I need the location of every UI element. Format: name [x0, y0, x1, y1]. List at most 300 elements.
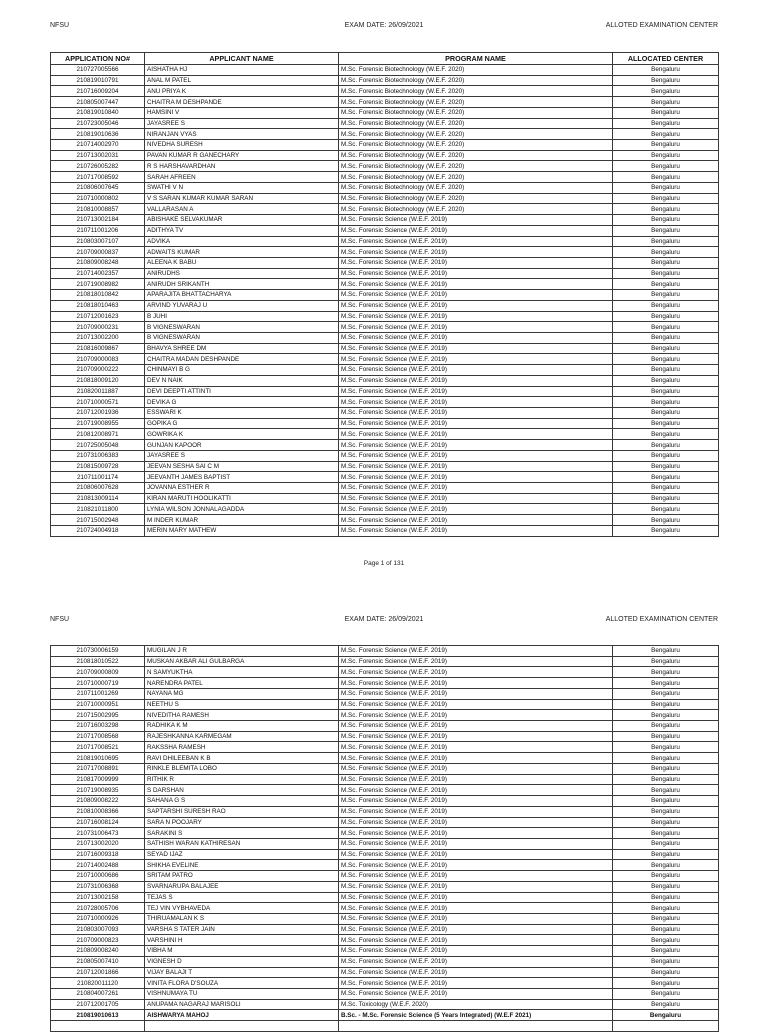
applicant-name-cell: V S SARAN KUMAR KUMAR SARAN — [145, 193, 339, 204]
applicant-name-cell: MUGILAN J R — [145, 646, 339, 657]
program-name-cell: M.Sc. Forensic Science (W.E.F. 2019) — [339, 796, 613, 807]
application-no-cell: 210709000231 — [51, 322, 145, 333]
program-name-cell: M.Sc. Forensic Biotechnology (W.E.F. 2020) — [339, 182, 613, 193]
applicant-name-cell: SVARNARUPA BALAJEE — [145, 881, 339, 892]
program-name-cell: M.Sc. Forensic Biotechnology (W.E.F. 2020) — [339, 75, 613, 86]
allocated-center-cell: Bengaluru — [613, 646, 719, 657]
applicant-name-cell: SARAKINI S — [145, 828, 339, 839]
table-row — [51, 65, 719, 76]
program-name-cell: M.Sc. Forensic Science (W.E.F. 2019) — [339, 429, 613, 440]
applicant-name-cell: NIRANJAN VYAS — [145, 129, 339, 140]
program-name-cell: M.Sc. Forensic Science (W.E.F. 2019) — [339, 721, 613, 732]
applicant-name-cell: TEJAS S — [145, 892, 339, 903]
allotment-table — [50, 52, 719, 537]
allotment-table — [50, 645, 719, 1032]
applicant-name-cell: AISHATHA HJ — [145, 65, 339, 76]
applicant-name-cell: BHAVYA SHREE DM — [145, 343, 339, 354]
applicant-name-cell: JEEVANTH JAMES BAPTIST — [145, 472, 339, 483]
allocated-center-cell: Bengaluru — [613, 871, 719, 882]
allocated-center-cell: Bengaluru — [613, 688, 719, 699]
allocated-center-cell: Bengaluru — [613, 849, 719, 860]
allocated-center-cell: Bengaluru — [613, 935, 719, 946]
table-row — [51, 118, 719, 129]
application-no-cell: 210730006159 — [51, 646, 145, 657]
header-exam-date: EXAM DATE: 26/09/2021 — [344, 616, 424, 623]
table-row — [51, 763, 719, 774]
allocated-center-cell: Bengaluru — [613, 860, 719, 871]
allocated-center-cell: Bengaluru — [613, 204, 719, 215]
application-no-cell: 210716009318 — [51, 849, 145, 860]
allocated-center-cell: Bengaluru — [613, 86, 719, 97]
application-no-cell: 210804007261 — [51, 989, 145, 1000]
table-row — [51, 688, 719, 699]
applicant-name-cell: KIRAN MARUTI HOOLIKATTI — [145, 493, 339, 504]
allocated-center-cell: Bengaluru — [613, 699, 719, 710]
applicant-name-cell: ADWAITS KUMAR — [145, 247, 339, 258]
allocated-center-cell: Bengaluru — [613, 742, 719, 753]
application-no-cell: 210709000837 — [51, 247, 145, 258]
table-row — [51, 129, 719, 140]
application-no-cell: 210711001174 — [51, 472, 145, 483]
program-name-cell: M.Sc. Forensic Science (W.E.F. 2019) — [339, 656, 613, 667]
program-name-cell: M.Sc. Forensic Science (W.E.F. 2019) — [339, 731, 613, 742]
program-name-cell: M.Sc. Forensic Biotechnology (W.E.F. 2020) — [339, 172, 613, 183]
program-name-cell: M.Sc. Forensic Science (W.E.F. 2019) — [339, 806, 613, 817]
table-row — [51, 215, 719, 226]
table-row — [51, 268, 719, 279]
application-no-cell: 210717008891 — [51, 763, 145, 774]
application-no-cell: 210731006383 — [51, 450, 145, 461]
allocated-center-cell: Bengaluru — [613, 332, 719, 343]
program-name-cell: M.Sc. Forensic Science (W.E.F. 2019) — [339, 667, 613, 678]
application-no-cell: 210714002357 — [51, 268, 145, 279]
column-header-allocated-center: ALLOCATED CENTER — [613, 53, 719, 65]
column-header-application-no: APPLICATION NO# — [51, 53, 145, 65]
table-row — [51, 903, 719, 914]
allocated-center-cell: Bengaluru — [613, 989, 719, 1000]
applicant-name-cell: VINITA FLORA D'SOUZA — [145, 978, 339, 989]
allocated-center-cell: Bengaluru — [613, 257, 719, 268]
allocated-center-cell: Bengaluru — [613, 806, 719, 817]
allocated-center-cell: Bengaluru — [613, 365, 719, 376]
table-row — [51, 860, 719, 871]
program-name-cell: M.Sc. Forensic Science (W.E.F. 2019) — [339, 763, 613, 774]
application-no-cell: 210709000222 — [51, 365, 145, 376]
table-row — [51, 817, 719, 828]
applicant-name-cell — [145, 1021, 339, 1032]
allocated-center-cell: Bengaluru — [613, 279, 719, 290]
program-name-cell: M.Sc. Forensic Science (W.E.F. 2019) — [339, 354, 613, 365]
allocated-center-cell: Bengaluru — [613, 129, 719, 140]
program-name-cell: M.Sc. Forensic Science (W.E.F. 2019) — [339, 956, 613, 967]
application-no-cell: 210714002488 — [51, 860, 145, 871]
table-row — [51, 710, 719, 721]
application-no-cell: 210712001705 — [51, 999, 145, 1010]
program-name-cell: M.Sc. Forensic Science (W.E.F. 2019) — [339, 978, 613, 989]
applicant-name-cell: VISHNUMAYA TU — [145, 989, 339, 1000]
table-row — [51, 699, 719, 710]
table-row — [51, 742, 719, 753]
application-no-cell: 210809008248 — [51, 257, 145, 268]
application-no-cell: 210810008366 — [51, 806, 145, 817]
applicant-name-cell: RITHIK R — [145, 774, 339, 785]
applicant-name-cell: LYNIA WILSON JONNALAGADDA — [145, 504, 339, 515]
application-no-cell: 210717008521 — [51, 742, 145, 753]
applicant-name-cell: CHINMAYI B G — [145, 365, 339, 376]
table-row — [51, 935, 719, 946]
applicant-name-cell: RINKLE BLEMITA LOBO — [145, 763, 339, 774]
applicant-name-cell: GOPIKA G — [145, 418, 339, 429]
table-row — [51, 279, 719, 290]
applicant-name-cell: SHIKHA EVELINE — [145, 860, 339, 871]
application-no-cell: 210818010522 — [51, 656, 145, 667]
program-name-cell: M.Sc. Forensic Science (W.E.F. 2019) — [339, 483, 613, 494]
table-row — [51, 989, 719, 1000]
application-no-cell: 210818010463 — [51, 300, 145, 311]
application-no-cell: 210809008222 — [51, 796, 145, 807]
allocated-center-cell: Bengaluru — [613, 236, 719, 247]
table-row — [51, 375, 719, 386]
program-name-cell: M.Sc. Forensic Science (W.E.F. 2019) — [339, 311, 613, 322]
table-row — [51, 236, 719, 247]
table-row — [51, 300, 719, 311]
table-row — [51, 1010, 719, 1021]
applicant-name-cell: VALLARASAN A — [145, 204, 339, 215]
table-row — [51, 999, 719, 1010]
table-row — [51, 967, 719, 978]
applicant-name-cell: SARAH AFREEN — [145, 172, 339, 183]
allocated-center-cell: Bengaluru — [613, 967, 719, 978]
applicant-name-cell: CHAITRA MADAN DESHPANDE — [145, 354, 339, 365]
program-name-cell: M.Sc. Forensic Biotechnology (W.E.F. 2020) — [339, 118, 613, 129]
program-name-cell: M.Sc. Forensic Biotechnology (W.E.F. 2020) — [339, 204, 613, 215]
table-row — [51, 408, 719, 419]
program-name-cell: M.Sc. Forensic Science (W.E.F. 2019) — [339, 472, 613, 483]
applicant-name-cell: VIJAY BALAJI T — [145, 967, 339, 978]
applicant-name-cell: SWATHI V N — [145, 182, 339, 193]
table-row — [51, 204, 719, 215]
application-no-cell: 210813009114 — [51, 493, 145, 504]
applicant-name-cell: RAJESHKANNA KARMEGAM — [145, 731, 339, 742]
program-name-cell: M.Sc. Forensic Science (W.E.F. 2019) — [339, 871, 613, 882]
allocated-center-cell: Bengaluru — [613, 268, 719, 279]
application-no-cell: 210810008857 — [51, 204, 145, 215]
applicant-name-cell: ALEENA K BABU — [145, 257, 339, 268]
allocated-center-cell: Bengaluru — [613, 150, 719, 161]
table-row — [51, 956, 719, 967]
table-row — [51, 140, 719, 151]
application-no-cell: 210731006473 — [51, 828, 145, 839]
page-header — [50, 22, 718, 34]
table-row — [51, 172, 719, 183]
table-row — [51, 656, 719, 667]
allocated-center-cell: Bengaluru — [613, 450, 719, 461]
program-name-cell: M.Sc. Forensic Science (W.E.F. 2019) — [339, 774, 613, 785]
application-no-cell: 210712001936 — [51, 408, 145, 419]
applicant-name-cell: MUSKAN AKBAR ALI GULBARGA — [145, 656, 339, 667]
application-no-cell: 210711001269 — [51, 688, 145, 699]
program-name-cell: M.Sc. Forensic Science (W.E.F. 2019) — [339, 710, 613, 721]
applicant-name-cell: JOVANNA ESTHER R — [145, 483, 339, 494]
table-row — [51, 646, 719, 657]
allocated-center-cell: Bengaluru — [613, 483, 719, 494]
program-name-cell: M.Sc. Forensic Science (W.E.F. 2019) — [339, 247, 613, 258]
applicant-name-cell: R S HARSHAVARDHAN — [145, 161, 339, 172]
program-name-cell: M.Sc. Forensic Biotechnology (W.E.F. 2020) — [339, 86, 613, 97]
program-name-cell: M.Sc. Forensic Science (W.E.F. 2019) — [339, 903, 613, 914]
application-no-cell: 210710000802 — [51, 193, 145, 204]
application-no-cell: 210710000571 — [51, 397, 145, 408]
program-name-cell: M.Sc. Forensic Science (W.E.F. 2019) — [339, 785, 613, 796]
table-row — [51, 161, 719, 172]
allocated-center-cell: Bengaluru — [613, 828, 719, 839]
applicant-name-cell: M INDER KUMAR — [145, 515, 339, 526]
application-no-cell: 210817009999 — [51, 774, 145, 785]
program-name-cell: M.Sc. Forensic Science (W.E.F. 2019) — [339, 268, 613, 279]
allocated-center-cell: Bengaluru — [613, 999, 719, 1010]
table-body — [51, 65, 719, 537]
program-name-cell: M.Sc. Forensic Science (W.E.F. 2019) — [339, 215, 613, 226]
table-row — [51, 322, 719, 333]
allocated-center-cell: Bengaluru — [613, 322, 719, 333]
applicant-name-cell: VARSHINI H — [145, 935, 339, 946]
page-header — [50, 616, 718, 628]
application-no-cell: 210719008955 — [51, 418, 145, 429]
program-name-cell: M.Sc. Forensic Science (W.E.F. 2019) — [339, 461, 613, 472]
application-no-cell: 210809008240 — [51, 946, 145, 957]
allocated-center-cell: Bengaluru — [613, 731, 719, 742]
document-page-2 — [0, 600, 768, 1024]
applicant-name-cell: SATHISH WARAN KATHIRESAN — [145, 838, 339, 849]
program-name-cell: M.Sc. Forensic Science (W.E.F. 2019) — [339, 332, 613, 343]
table-row — [51, 1021, 719, 1032]
program-name-cell: M.Sc. Forensic Science (W.E.F. 2019) — [339, 525, 613, 536]
allocated-center-cell: Bengaluru — [613, 667, 719, 678]
program-name-cell: M.Sc. Forensic Science (W.E.F. 2019) — [339, 418, 613, 429]
allocated-center-cell: Bengaluru — [613, 182, 719, 193]
column-header-applicant-name: APPLICANT NAME — [145, 53, 339, 65]
allocated-center-cell: Bengaluru — [613, 118, 719, 129]
allocated-center-cell: Bengaluru — [613, 429, 719, 440]
application-no-cell: 210711001206 — [51, 225, 145, 236]
program-name-cell: M.Sc. Forensic Science (W.E.F. 2019) — [339, 838, 613, 849]
applicant-name-cell: CHAITRA M DESHPANDE — [145, 97, 339, 108]
table-row — [51, 493, 719, 504]
application-no-cell: 210820011887 — [51, 386, 145, 397]
program-name-cell: M.Sc. Forensic Science (W.E.F. 2019) — [339, 849, 613, 860]
allocated-center-cell: Bengaluru — [613, 753, 719, 764]
program-name-cell: M.Sc. Forensic Science (W.E.F. 2019) — [339, 646, 613, 657]
application-no-cell: 210803007093 — [51, 924, 145, 935]
table-row — [51, 86, 719, 97]
allocated-center-cell: Bengaluru — [613, 65, 719, 76]
allocated-center-cell: Bengaluru — [613, 678, 719, 689]
allocated-center-cell: Bengaluru — [613, 721, 719, 732]
table-row — [51, 418, 719, 429]
table-row — [51, 440, 719, 451]
applicant-name-cell: ANUPAMA NAGARAJ MARISOLI — [145, 999, 339, 1010]
table-row — [51, 753, 719, 764]
header-right-title: ALLOTED EXAMINATION CENTER — [605, 616, 718, 623]
allocated-center-cell: Bengaluru — [613, 763, 719, 774]
table-row — [51, 247, 719, 258]
application-no-cell: 210724004918 — [51, 525, 145, 536]
table-header-row — [51, 53, 719, 65]
application-no-cell: 210712001866 — [51, 967, 145, 978]
program-name-cell: M.Sc. Forensic Science (W.E.F. 2019) — [339, 279, 613, 290]
applicant-name-cell: JEEVAN SESHA SAI C M — [145, 461, 339, 472]
allocated-center-cell: Bengaluru — [613, 817, 719, 828]
applicant-name-cell: B JUHI — [145, 311, 339, 322]
program-name-cell: M.Sc. Forensic Biotechnology (W.E.F. 2020) — [339, 140, 613, 151]
applicant-name-cell: MERIN MARY MATHEW — [145, 525, 339, 536]
table-row — [51, 828, 719, 839]
program-name-cell: M.Sc. Forensic Biotechnology (W.E.F. 2020) — [339, 97, 613, 108]
application-no-cell: 210816009867 — [51, 343, 145, 354]
applicant-name-cell: VIBHA M — [145, 946, 339, 957]
applicant-name-cell: DEV N NAIK — [145, 375, 339, 386]
allocated-center-cell: Bengaluru — [613, 881, 719, 892]
applicant-name-cell: ANAL M PATEL — [145, 75, 339, 86]
applicant-name-cell: DEVI DEEPTI ATTINTI — [145, 386, 339, 397]
allocated-center-cell: Bengaluru — [613, 311, 719, 322]
program-name-cell: M.Sc. Forensic Science (W.E.F. 2019) — [339, 753, 613, 764]
table-row — [51, 311, 719, 322]
column-header-program-name: PROGRAM NAME — [339, 53, 613, 65]
table-row — [51, 946, 719, 957]
application-no-cell: 210719008935 — [51, 785, 145, 796]
table-row — [51, 483, 719, 494]
table-body — [51, 646, 719, 1032]
application-no-cell: 210818010842 — [51, 290, 145, 301]
program-name-cell: M.Sc. Forensic Biotechnology (W.E.F. 2020) — [339, 129, 613, 140]
allocated-center-cell: Bengaluru — [613, 290, 719, 301]
allocated-center-cell: Bengaluru — [613, 440, 719, 451]
table-row — [51, 461, 719, 472]
applicant-name-cell: SAPTARSHI SURESH RAO — [145, 806, 339, 817]
application-no-cell: 210723005046 — [51, 118, 145, 129]
application-no-cell: 210806007628 — [51, 483, 145, 494]
table-row — [51, 667, 719, 678]
allocated-center-cell: Bengaluru — [613, 397, 719, 408]
table-row — [51, 472, 719, 483]
allocated-center-cell: Bengaluru — [613, 493, 719, 504]
application-no-cell: 210709000083 — [51, 354, 145, 365]
table-row — [51, 257, 719, 268]
page-footer: Page 1 of 131 — [363, 560, 405, 567]
application-no-cell: 210806007645 — [51, 182, 145, 193]
table-row — [51, 397, 719, 408]
allocated-center-cell: Bengaluru — [613, 418, 719, 429]
program-name-cell: M.Sc. Forensic Science (W.E.F. 2019) — [339, 375, 613, 386]
table-row — [51, 871, 719, 882]
applicant-name-cell: N SAMYUKTHA — [145, 667, 339, 678]
allocated-center-cell: Bengaluru — [613, 796, 719, 807]
allocated-center-cell: Bengaluru — [613, 472, 719, 483]
application-no-cell: 210712001623 — [51, 311, 145, 322]
application-no-cell: 210714002970 — [51, 140, 145, 151]
application-no-cell: 210819010791 — [51, 75, 145, 86]
application-no-cell: 210725005048 — [51, 440, 145, 451]
program-name-cell: M.Sc. Forensic Biotechnology (W.E.F. 2020) — [339, 150, 613, 161]
program-name-cell: M.Sc. Forensic Science (W.E.F. 2019) — [339, 257, 613, 268]
program-name-cell: M.Sc. Forensic Science (W.E.F. 2019) — [339, 300, 613, 311]
table-row — [51, 150, 719, 161]
allocated-center-cell: Bengaluru — [613, 978, 719, 989]
applicant-name-cell: AISHWARYA MAHOJ — [145, 1010, 339, 1021]
application-no-cell: 210713002184 — [51, 215, 145, 226]
application-no-cell: 210821011800 — [51, 504, 145, 515]
table-row — [51, 838, 719, 849]
allocated-center-cell: Bengaluru — [613, 386, 719, 397]
program-name-cell: M.Sc. Forensic Science (W.E.F. 2019) — [339, 408, 613, 419]
table-row — [51, 731, 719, 742]
allocated-center-cell: Bengaluru — [613, 1010, 719, 1021]
table-row — [51, 881, 719, 892]
program-name-cell: M.Sc. Forensic Science (W.E.F. 2019) — [339, 397, 613, 408]
applicant-name-cell: ADVIKA — [145, 236, 339, 247]
table-row — [51, 450, 719, 461]
table-row — [51, 343, 719, 354]
allocated-center-cell: Bengaluru — [613, 515, 719, 526]
program-name-cell: M.Sc. Forensic Science (W.E.F. 2019) — [339, 386, 613, 397]
application-no-cell: 210710000926 — [51, 913, 145, 924]
allocated-center-cell: Bengaluru — [613, 225, 719, 236]
application-no-cell: 210710000951 — [51, 699, 145, 710]
applicant-name-cell: ANIRUDH SRIKANTH — [145, 279, 339, 290]
allocated-center-cell: Bengaluru — [613, 247, 719, 258]
applicant-name-cell: APARAJITA BHATTACHARYA — [145, 290, 339, 301]
applicant-name-cell: NAYANA MG — [145, 688, 339, 699]
application-no-cell: 210710000719 — [51, 678, 145, 689]
applicant-name-cell: ABISHAKE SELVAKUMAR — [145, 215, 339, 226]
program-name-cell: M.Sc. Forensic Science (W.E.F. 2019) — [339, 742, 613, 753]
table-row — [51, 75, 719, 86]
table-row — [51, 785, 719, 796]
allocated-center-cell: Bengaluru — [613, 892, 719, 903]
allocated-center-cell: Bengaluru — [613, 924, 719, 935]
table-row — [51, 429, 719, 440]
program-name-cell — [339, 1021, 613, 1032]
application-no-cell: 210717008568 — [51, 731, 145, 742]
application-no-cell: 210713002031 — [51, 150, 145, 161]
table-row — [51, 290, 719, 301]
applicant-name-cell: GUNJAN KAPOOR — [145, 440, 339, 451]
allocated-center-cell: Bengaluru — [613, 913, 719, 924]
applicant-name-cell: NIVEDHA SURESH — [145, 140, 339, 151]
application-no-cell: 210710000686 — [51, 871, 145, 882]
allocated-center-cell: Bengaluru — [613, 461, 719, 472]
applicant-name-cell: JAYASREE S — [145, 118, 339, 129]
table-row — [51, 386, 719, 397]
program-name-cell: M.Sc. Forensic Science (W.E.F. 2019) — [339, 688, 613, 699]
applicant-name-cell: S DARSHAN — [145, 785, 339, 796]
application-no-cell: 210815009728 — [51, 461, 145, 472]
application-no-cell: 210818009120 — [51, 375, 145, 386]
header-org: NFSU — [50, 22, 70, 29]
application-no-cell: 210713002200 — [51, 332, 145, 343]
table-row — [51, 978, 719, 989]
allocated-center-cell: Bengaluru — [613, 161, 719, 172]
allocated-center-cell: Bengaluru — [613, 774, 719, 785]
program-name-cell: M.Sc. Forensic Science (W.E.F. 2019) — [339, 493, 613, 504]
allocated-center-cell: Bengaluru — [613, 656, 719, 667]
program-name-cell: M.Sc. Forensic Science (W.E.F. 2019) — [339, 828, 613, 839]
applicant-name-cell: JAYASREE S — [145, 450, 339, 461]
application-no-cell: 210805007410 — [51, 956, 145, 967]
table-row — [51, 796, 719, 807]
allocated-center-cell: Bengaluru — [613, 946, 719, 957]
